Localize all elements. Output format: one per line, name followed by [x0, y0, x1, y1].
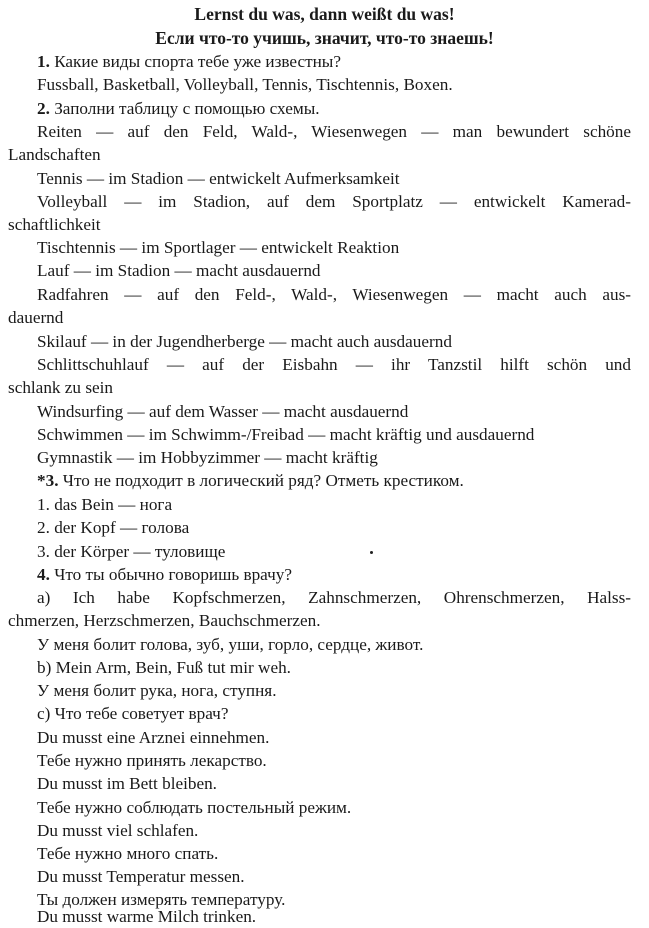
ink-dot — [370, 551, 373, 554]
question-2 — [0, 98, 649, 120]
question-1-answer: Fussball, Basketball, Volleyball, Tennis, Tischtennis, Boxen. — [37, 75, 453, 94]
advice-milch: Du musst warme Milch trinken. — [37, 907, 257, 926]
question-3 — [0, 470, 649, 492]
advice-arznei: Du musst eine Arznei einnehmen. — [37, 728, 270, 747]
question-1 — [0, 51, 649, 73]
title-german: Lernst du was, dann weißt du was! — [194, 4, 455, 24]
advice-schlafen: Du musst viel schlafen. — [37, 821, 199, 840]
question-2-text: Заполни таблицу с помощью схемы. — [54, 99, 320, 118]
question-3-number: *3. — [37, 471, 59, 490]
advice-arznei-translation: Тебе нужно принять лекарство. — [37, 751, 267, 770]
answer-c: c) Что тебе советует врач? — [37, 704, 229, 723]
advice-schlafen-translation: Тебе нужно много спать. — [37, 844, 219, 863]
table-row-schlittschuhlauf-cont: schlank zu sein — [8, 378, 114, 397]
table-row-volleyball-cont: schaftlichkeit — [8, 215, 101, 234]
answer-b-translation: У меня болит рука, нога, ступня. — [37, 681, 277, 700]
list-item-bein: 1. das Bein — нога — [37, 495, 173, 514]
question-4 — [0, 564, 649, 586]
table-row-tischtennis: Tischtennis — im Sportlager — entwickelt Reaktion — [37, 238, 400, 257]
table-row-schlittschuhlauf: Schlittschuhlauf — auf der Eisbahn — ihr Tanzstil hilft schön und — [37, 355, 631, 374]
question-3-text: Что не подходит в логический ряд? Отметь крестиком. — [62, 471, 464, 490]
advice-bett-translation: Тебе нужно соблюдать постельный режим. — [37, 798, 352, 817]
question-4-number: 4. — [37, 565, 50, 584]
table-row-reiten-cont: Landschaften — [8, 145, 101, 164]
table-row-skilauf: Skilauf — in der Jugendherberge — macht auch ausdauernd — [37, 332, 452, 351]
table-row-volleyball: Volleyball — im Stadion, auf dem Sportplatz — entwickelt Kamerad- — [37, 192, 631, 211]
question-1-number: 1. — [37, 52, 50, 71]
answer-a-cont: chmerzen, Herzschmerzen, Bauchschmerzen. — [8, 611, 321, 630]
advice-temperatur: Du musst Temperatur messen. — [37, 867, 245, 886]
table-row-lauf: Lauf — im Stadion — macht ausdauernd — [37, 261, 321, 280]
question-4-text: Что ты обычно говоришь врачу? — [54, 565, 292, 584]
answer-a-translation: У меня болит голова, зуб, уши, горло, сердце, живот. — [37, 635, 424, 654]
title-russian: Если что-то учишь, значит, что-то знаешь! — [155, 28, 494, 48]
table-row-tennis: Tennis — im Stadion — entwickelt Aufmerksamkeit — [37, 169, 400, 188]
list-item-koerper: 3. der Körper — туловище — [37, 542, 226, 561]
answer-b: b) Mein Arm, Bein, Fuß tut mir weh. — [37, 658, 291, 677]
answer-a: a) Ich habe Kopfschmerzen, Zahnschmerzen, Ohrenschmerzen, Halss- — [37, 588, 631, 607]
table-row-schwimmen: Schwimmen — im Schwimm-/Freibad — macht kräftig und ausdauernd — [37, 425, 535, 444]
table-row-radfahren: Radfahren — auf den Feld-, Wald-, Wiesenwegen — macht auch aus- — [37, 285, 631, 304]
question-1-text: Какие виды спорта тебе уже известны? — [54, 52, 341, 71]
table-row-gymnastik: Gymnastik — im Hobbyzimmer — macht kräftig — [37, 448, 378, 467]
table-row-radfahren-cont: dauernd — [8, 308, 64, 327]
advice-temperatur-translation: Ты должен измерять температуру. — [37, 890, 286, 909]
table-row-windsurfing: Windsurfing — auf dem Wasser — macht ausdauernd — [37, 402, 409, 421]
table-row-reiten: Reiten — auf den Feld, Wald-, Wiesenwegen — man bewundert schöne — [37, 122, 631, 141]
list-item-kopf: 2. der Kopf — голова — [37, 518, 190, 537]
question-2-number: 2. — [37, 99, 50, 118]
advice-bett: Du musst im Bett bleiben. — [37, 774, 217, 793]
